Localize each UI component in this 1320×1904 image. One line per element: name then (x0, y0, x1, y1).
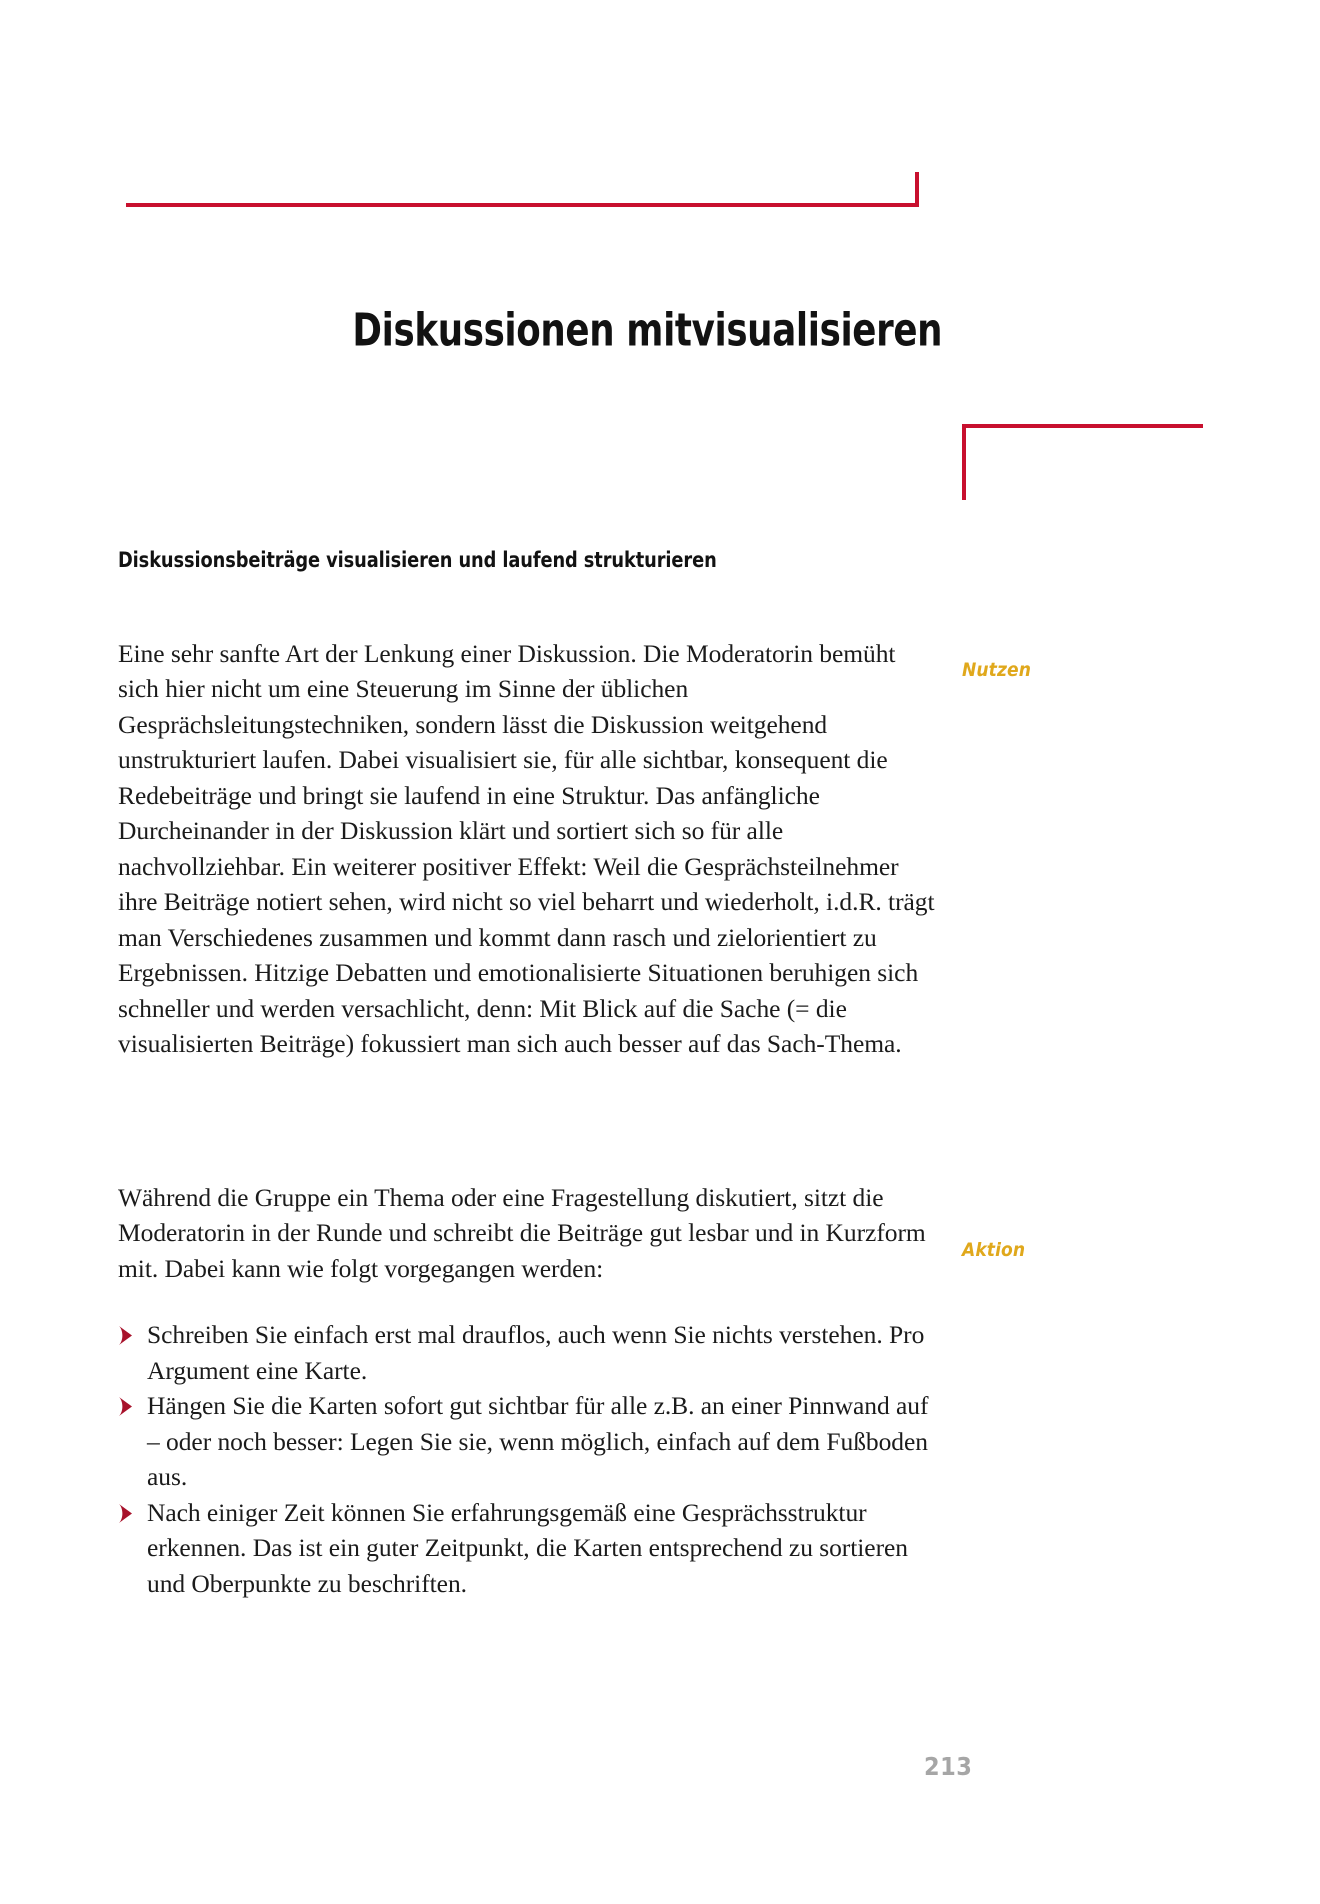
paragraph-spacer (118, 1062, 938, 1180)
body-paragraph-1: Eine sehr sanfte Art der Lenkung einer Diskussion. Die Moderatorin bemüht sich hier nicht um eine Steuerung im Sinne der üblichen Gesprächsleitungstechniken, sondern lässt die Diskussion weitgehend unstrukturiert laufen. Dabei visualisiert sie, für alle sichtbar, konsequent die Redebeiträge und bringt sie laufend in eine Struktur. Das anfängliche Durcheinander in der Diskussion klärt und sortiert sich so für alle nachvollziehbar. Ein weiterer positiver Effekt: Weil die Gesprächsteilnehmer ihre Beiträge notiert sehen, wird nicht so viel beharrt und wiederholt, i.d.R. trägt man Verschiedenes zusammen und kommt dann rasch und zielorientiert zu Ergebnissen. Hitzige Debatten und emotionalisierte Situationen beruhigen sich schneller und werden versachlicht, denn: Mit Blick auf die Sache (= die visualisierten Beiträge) fokussiert man sich auch besser auf das Sach-Thema. (118, 638, 935, 1059)
list-item-text: Nach einiger Zeit können Sie erfahrungsgemäß eine Gesprächsstruktur erkennen. Das ist ein guter Zeitpunkt, die Karten entsprechend zu sortieren und Oberpunkte zu beschriften. (147, 1497, 908, 1598)
list-item (118, 1388, 938, 1495)
body-paragraph-2: Während die Gruppe ein Thema oder eine Fragestellung diskutiert, sitzt die Moderatorin in der Runde und schreibt die Beiträge gut lesbar und in Kurzform mit. Dabei kann wie folgt vorgegangen werden: (118, 1182, 926, 1283)
page-number: 213 (924, 1752, 973, 1781)
margin-note-aktion: Aktion (962, 1239, 1026, 1261)
top-red-horizontal-rule (126, 203, 919, 207)
list-item-text: Hängen Sie die Karten sofort gut sichtbar für alle z.B. an einer Pinnwand auf – oder noch besser: Legen Sie sie, wenn möglich, einfach auf dem Fußboden aus. (147, 1391, 929, 1492)
section-subheading (118, 548, 938, 574)
list-item (118, 1317, 938, 1388)
arrowhead-bullet-icon (118, 1326, 133, 1345)
corner-red-horizontal-rule (962, 424, 1203, 428)
page-title-text: Diskussionen mitvisualisieren (352, 303, 942, 357)
top-red-vertical-tick (915, 172, 919, 207)
list-item (118, 1495, 938, 1602)
section-subheading-text: Diskussionsbeiträge visualisieren und laufend strukturieren (118, 548, 717, 573)
page-title (42, 304, 942, 357)
list-item-text: Schreiben Sie einfach erst mal drauflos, auch wenn Sie nichts verstehen. Pro Argument eine Karte. (147, 1320, 925, 1385)
margin-note-nutzen: Nutzen (962, 659, 1031, 681)
arrowhead-bullet-icon (118, 1504, 133, 1523)
arrowhead-bullet-icon (118, 1397, 133, 1416)
procedure-bullet-list (118, 1317, 938, 1601)
content-column (118, 548, 938, 1601)
corner-red-vertical-rule (962, 424, 966, 500)
